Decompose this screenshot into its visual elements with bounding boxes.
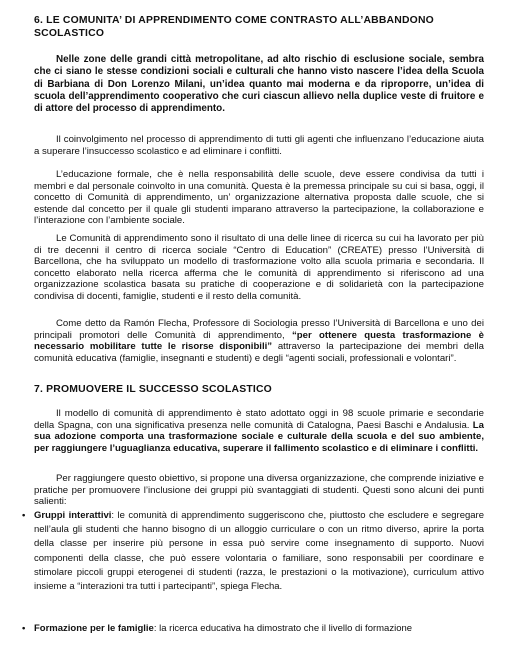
- bullet-icon: •: [22, 623, 26, 634]
- bullet-2-text: : la ricerca educativa ha dimostrato che il livello di formazione: [153, 623, 413, 634]
- section-6-title: 6. LE COMUNITA’ DI APPRENDIMENTO COME CONTRASTO ALL’ABBANDONO SCOLASTICO: [34, 15, 434, 39]
- section-6-intro: Nelle zone delle grandi città metropolitane, ad alto rischio di esclusione sociale, sembra che ci siano le stesse condizioni sociali e culturali che hanno visto nascere l’idea della Scuola di Barbiana di Don Lorenzo Milani, un’idea quanto mai moderna e da riproporre, un’idea di scuola dell’apprendimento cooperativo che curi ciascun allievo nella duplice veste di fruitore e di attore del processo di apprendimento.: [34, 54, 484, 115]
- paragraph-7-1-bold: La sua adozione comporta una trasformazione sociale e culturale della scuola e del suo ambiente, per raggiungere l’uguaglianza educativa, superare il fallimento scolastico e di eliminare i conflitti.: [34, 419, 484, 454]
- bullet-gruppi-interattivi: [22, 509, 484, 594]
- section-7-paragraph-1: [34, 408, 484, 454]
- section-7-paragraph-2: Per raggiungere questo obiettivo, si propone una diversa organizzazione, che comprende iniziative e pratiche per promuovere l’inclusione dei gruppi più svantaggiati di studenti. Questi sono alcuni dei punti salienti:: [34, 473, 484, 508]
- section-6-paragraph-3: Le Comunità di apprendimento sono il risultato di una delle linee di ricerca su cui ha lavorato per più di tre decenni il centro di ricerca sociale “Centro di Education” (CREATE) presso l’Università di Barcellona, che ha sviluppato un modello di trasformazione volto alla scuola primaria e secondaria. Il concetto elaborato nella ricerca afferma che le comunità di apprendimento si riferiscono ad una organizzazione scolastica basata su pratiche di cooperazione e di solidarietà con la partecipazione condivisa di docenti, famiglie, studenti e il resto della comunità.: [34, 233, 484, 302]
- section-7-title: 7. PROMUOVERE IL SUCCESSO SCOLASTICO: [34, 384, 272, 395]
- section-6-paragraph-1: Il coinvolgimento nel processo di apprendimento di tutti gli agenti che influenzano l’educazione aiuta a superare l’insuccesso scolastico e ad eliminare i conflitti.: [34, 134, 484, 157]
- paragraph-4-start: Come detto da Ramón Flecha, Professore di Sociologia presso l’Università di Barcellona e uno dei principali promotori delle Comunità di apprendimento,: [34, 318, 484, 341]
- bullet-1-text: : le comunità di apprendimento suggeriscono che, piuttosto che escludere e segregare nell’aula gli studenti che hanno bisogno di un alloggio curriculare o con un ritmo diverso, aprire la porta della classe per inserire più persone in essa può servire come insegnamento di supporto. Nuovi componenti della classe, che può essere volontaria o familiare, sono responsabili per coordinare e stimolare piccoli gruppi eterogenei di studenti (razza, le prestazioni o la motivazione), curriculum attivo insieme a “interazioni tra tutti i partecipanti”, spiega Flecha.: [34, 510, 484, 593]
- flecha-quote: “per ottenere questa trasformazione è necessario mobilitare tutte le risorse disponibili”: [34, 329, 484, 353]
- bullet-formazione-famiglie: [22, 622, 484, 636]
- section-6-paragraph-4: [34, 318, 484, 364]
- section-6-paragraph-2: L’educazione formale, che è nella responsabilità delle scuole, deve essere condivisa da tutti i membri e dal personale coinvolto in una comunità. Questa è la premessa principale su cui si basa, oggi, il concetto di Comunità di apprendimento, un’ organizzazione alternativa proposta dalle scuole, che si estende dal concetto per il quale gli studenti imparano attraverso la partecipazione, la collaborazione e l’interazione con l’ambiente sociale.: [34, 169, 484, 227]
- bullet-1-label: Gruppi interattivi: [34, 510, 112, 521]
- paragraph-7-1-start: Il modello di comunità di apprendimento è stato adottato oggi in 98 scuole primarie e secondarie della Spagna, con una significativa presenza nelle comunità di Catalogna, Paesi Baschi e Andalusia.: [34, 408, 484, 431]
- paragraph-4-end: attraverso la partecipazione dei membri della comunità educativa (famiglie, insegnanti e studenti) e degli “agenti sociali, professionali e volontari”.: [34, 341, 484, 364]
- bullet-2-label: Formazione per le famiglie: [34, 623, 154, 634]
- bullet-icon: •: [22, 510, 26, 521]
